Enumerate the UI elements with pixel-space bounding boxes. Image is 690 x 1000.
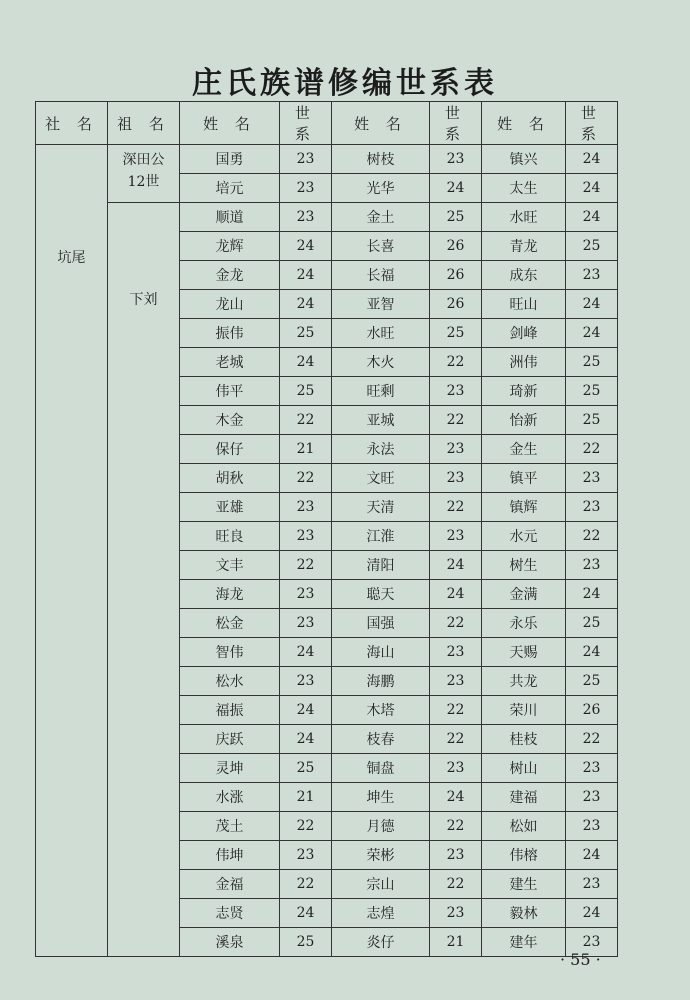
person-name-cell: 文丰 bbox=[180, 551, 280, 580]
person-name-cell: 亚智 bbox=[332, 290, 430, 319]
column-header: 世 系 bbox=[430, 102, 482, 145]
zu-name-cell: 下刘 bbox=[108, 203, 180, 957]
person-name-cell: 志贤 bbox=[180, 899, 280, 928]
generation-cell: 24 bbox=[566, 638, 618, 667]
generation-cell: 22 bbox=[430, 348, 482, 377]
person-name-cell: 培元 bbox=[180, 174, 280, 203]
generation-cell: 23 bbox=[280, 174, 332, 203]
person-name-cell: 灵坤 bbox=[180, 754, 280, 783]
generation-cell: 26 bbox=[430, 232, 482, 261]
zu-generation-line: 12世 bbox=[127, 174, 160, 190]
generation-cell: 21 bbox=[280, 783, 332, 812]
generation-cell: 24 bbox=[280, 638, 332, 667]
person-name-cell: 金土 bbox=[332, 203, 430, 232]
person-name-cell: 水涨 bbox=[180, 783, 280, 812]
generation-cell: 25 bbox=[280, 319, 332, 348]
generation-cell: 23 bbox=[566, 870, 618, 899]
generation-cell: 23 bbox=[280, 493, 332, 522]
person-name-cell: 茂土 bbox=[180, 812, 280, 841]
person-name-cell: 庆跃 bbox=[180, 725, 280, 754]
generation-cell: 24 bbox=[280, 348, 332, 377]
person-name-cell: 荣彬 bbox=[332, 841, 430, 870]
generation-cell: 24 bbox=[280, 290, 332, 319]
generation-cell: 23 bbox=[566, 754, 618, 783]
generation-cell: 24 bbox=[566, 580, 618, 609]
person-name-cell: 溪泉 bbox=[180, 928, 280, 957]
person-name-cell: 太生 bbox=[482, 174, 566, 203]
column-header: 祖 名 bbox=[108, 102, 180, 145]
person-name-cell: 水元 bbox=[482, 522, 566, 551]
column-header: 世 系 bbox=[566, 102, 618, 145]
generation-cell: 24 bbox=[430, 551, 482, 580]
she-name-cell: 坑尾 bbox=[36, 145, 108, 957]
person-name-cell: 金福 bbox=[180, 870, 280, 899]
person-name-cell: 伟榕 bbox=[482, 841, 566, 870]
generation-cell: 23 bbox=[430, 667, 482, 696]
generation-cell: 22 bbox=[280, 406, 332, 435]
generation-cell: 23 bbox=[430, 899, 482, 928]
person-name-cell: 长喜 bbox=[332, 232, 430, 261]
person-name-cell: 永法 bbox=[332, 435, 430, 464]
table-header-row bbox=[36, 102, 618, 145]
generation-cell: 25 bbox=[566, 609, 618, 638]
person-name-cell: 国强 bbox=[332, 609, 430, 638]
person-name-cell: 金生 bbox=[482, 435, 566, 464]
generation-cell: 23 bbox=[430, 435, 482, 464]
person-name-cell: 胡秋 bbox=[180, 464, 280, 493]
generation-cell: 25 bbox=[430, 203, 482, 232]
person-name-cell: 月德 bbox=[332, 812, 430, 841]
column-header: 姓 名 bbox=[482, 102, 566, 145]
person-name-cell: 松如 bbox=[482, 812, 566, 841]
person-name-cell: 国勇 bbox=[180, 145, 280, 174]
person-name-cell: 永乐 bbox=[482, 609, 566, 638]
person-name-cell: 毅林 bbox=[482, 899, 566, 928]
generation-cell: 23 bbox=[430, 638, 482, 667]
generation-cell: 23 bbox=[280, 203, 332, 232]
person-name-cell: 海龙 bbox=[180, 580, 280, 609]
generation-cell: 22 bbox=[430, 609, 482, 638]
person-name-cell: 清阳 bbox=[332, 551, 430, 580]
generation-cell: 23 bbox=[280, 609, 332, 638]
genealogy-table bbox=[35, 101, 618, 957]
person-name-cell: 水旺 bbox=[482, 203, 566, 232]
generation-cell: 23 bbox=[280, 841, 332, 870]
person-name-cell: 洲伟 bbox=[482, 348, 566, 377]
column-header: 姓 名 bbox=[180, 102, 280, 145]
person-name-cell: 树山 bbox=[482, 754, 566, 783]
generation-cell: 24 bbox=[566, 841, 618, 870]
generation-cell: 23 bbox=[566, 493, 618, 522]
person-name-cell: 旺良 bbox=[180, 522, 280, 551]
zu-name-cell bbox=[108, 145, 180, 203]
person-name-cell: 建生 bbox=[482, 870, 566, 899]
generation-cell: 22 bbox=[430, 406, 482, 435]
person-name-cell: 江淮 bbox=[332, 522, 430, 551]
person-name-cell: 建福 bbox=[482, 783, 566, 812]
person-name-cell: 木金 bbox=[180, 406, 280, 435]
generation-cell: 25 bbox=[566, 667, 618, 696]
generation-cell: 24 bbox=[280, 696, 332, 725]
person-name-cell: 顺道 bbox=[180, 203, 280, 232]
zu-name-line: 深田公 bbox=[122, 152, 165, 168]
table-body bbox=[36, 145, 618, 957]
generation-cell: 23 bbox=[430, 145, 482, 174]
person-name-cell: 剑峰 bbox=[482, 319, 566, 348]
person-name-cell: 志煌 bbox=[332, 899, 430, 928]
person-name-cell: 亚城 bbox=[332, 406, 430, 435]
generation-cell: 24 bbox=[280, 261, 332, 290]
person-name-cell: 宗山 bbox=[332, 870, 430, 899]
person-name-cell: 木塔 bbox=[332, 696, 430, 725]
generation-cell: 23 bbox=[430, 522, 482, 551]
person-name-cell: 保仔 bbox=[180, 435, 280, 464]
person-name-cell: 海鹏 bbox=[332, 667, 430, 696]
column-header: 世 系 bbox=[280, 102, 332, 145]
generation-cell: 22 bbox=[280, 870, 332, 899]
generation-cell: 24 bbox=[566, 290, 618, 319]
generation-cell: 23 bbox=[566, 551, 618, 580]
generation-cell: 26 bbox=[566, 696, 618, 725]
generation-cell: 23 bbox=[566, 783, 618, 812]
column-header: 社 名 bbox=[36, 102, 108, 145]
generation-cell: 23 bbox=[280, 522, 332, 551]
person-name-cell: 荣川 bbox=[482, 696, 566, 725]
person-name-cell: 树生 bbox=[482, 551, 566, 580]
generation-cell: 22 bbox=[430, 493, 482, 522]
generation-cell: 25 bbox=[280, 754, 332, 783]
table-row bbox=[36, 203, 618, 232]
generation-cell: 24 bbox=[566, 145, 618, 174]
generation-cell: 24 bbox=[280, 725, 332, 754]
generation-cell: 25 bbox=[566, 377, 618, 406]
person-name-cell: 长福 bbox=[332, 261, 430, 290]
generation-cell: 26 bbox=[430, 290, 482, 319]
generation-cell: 24 bbox=[566, 899, 618, 928]
person-name-cell: 树枝 bbox=[332, 145, 430, 174]
person-name-cell: 海山 bbox=[332, 638, 430, 667]
generation-cell: 23 bbox=[280, 580, 332, 609]
generation-cell: 25 bbox=[566, 406, 618, 435]
person-name-cell: 旺山 bbox=[482, 290, 566, 319]
generation-cell: 22 bbox=[280, 464, 332, 493]
generation-cell: 24 bbox=[280, 899, 332, 928]
generation-cell: 24 bbox=[566, 203, 618, 232]
generation-cell: 23 bbox=[566, 812, 618, 841]
person-name-cell: 旺剩 bbox=[332, 377, 430, 406]
person-name-cell: 桂枝 bbox=[482, 725, 566, 754]
person-name-cell: 振伟 bbox=[180, 319, 280, 348]
generation-cell: 22 bbox=[430, 870, 482, 899]
person-name-cell: 松金 bbox=[180, 609, 280, 638]
person-name-cell: 亚雄 bbox=[180, 493, 280, 522]
generation-cell: 25 bbox=[566, 348, 618, 377]
generation-cell: 25 bbox=[566, 232, 618, 261]
generation-cell: 24 bbox=[566, 319, 618, 348]
generation-cell: 24 bbox=[430, 783, 482, 812]
person-name-cell: 天赐 bbox=[482, 638, 566, 667]
generation-cell: 22 bbox=[566, 522, 618, 551]
person-name-cell: 伟平 bbox=[180, 377, 280, 406]
generation-cell: 24 bbox=[430, 580, 482, 609]
generation-cell: 22 bbox=[280, 551, 332, 580]
generation-cell: 23 bbox=[280, 145, 332, 174]
person-name-cell: 枝春 bbox=[332, 725, 430, 754]
person-name-cell: 琦新 bbox=[482, 377, 566, 406]
generation-cell: 22 bbox=[280, 812, 332, 841]
person-name-cell: 共龙 bbox=[482, 667, 566, 696]
person-name-cell: 水旺 bbox=[332, 319, 430, 348]
person-name-cell: 伟坤 bbox=[180, 841, 280, 870]
generation-cell: 26 bbox=[430, 261, 482, 290]
generation-cell: 22 bbox=[430, 696, 482, 725]
person-name-cell: 坤生 bbox=[332, 783, 430, 812]
generation-cell: 22 bbox=[430, 725, 482, 754]
page-number: · 55 · bbox=[560, 950, 601, 969]
generation-cell: 23 bbox=[430, 841, 482, 870]
generation-cell: 21 bbox=[430, 928, 482, 957]
person-name-cell: 建年 bbox=[482, 928, 566, 957]
person-name-cell: 光华 bbox=[332, 174, 430, 203]
person-name-cell: 怡新 bbox=[482, 406, 566, 435]
person-name-cell: 镇辉 bbox=[482, 493, 566, 522]
person-name-cell: 松水 bbox=[180, 667, 280, 696]
person-name-cell: 成东 bbox=[482, 261, 566, 290]
generation-cell: 23 bbox=[280, 667, 332, 696]
page-title: 庄氏族谱修编世系表 bbox=[192, 66, 498, 101]
generation-cell: 22 bbox=[566, 725, 618, 754]
generation-cell: 24 bbox=[280, 232, 332, 261]
generation-cell: 25 bbox=[430, 319, 482, 348]
person-name-cell: 天清 bbox=[332, 493, 430, 522]
generation-cell: 25 bbox=[280, 377, 332, 406]
person-name-cell: 福振 bbox=[180, 696, 280, 725]
generation-cell: 23 bbox=[430, 754, 482, 783]
person-name-cell: 铜盘 bbox=[332, 754, 430, 783]
person-name-cell: 文旺 bbox=[332, 464, 430, 493]
generation-cell: 24 bbox=[566, 174, 618, 203]
generation-cell: 23 bbox=[430, 377, 482, 406]
person-name-cell: 木火 bbox=[332, 348, 430, 377]
person-name-cell: 金满 bbox=[482, 580, 566, 609]
generation-cell: 24 bbox=[430, 174, 482, 203]
person-name-cell: 聪天 bbox=[332, 580, 430, 609]
table-row bbox=[36, 145, 618, 174]
person-name-cell: 金龙 bbox=[180, 261, 280, 290]
generation-cell: 21 bbox=[280, 435, 332, 464]
person-name-cell: 老城 bbox=[180, 348, 280, 377]
generation-cell: 23 bbox=[566, 464, 618, 493]
generation-cell: 22 bbox=[566, 435, 618, 464]
generation-cell: 23 bbox=[566, 261, 618, 290]
person-name-cell: 镇兴 bbox=[482, 145, 566, 174]
column-header: 姓 名 bbox=[332, 102, 430, 145]
person-name-cell: 镇平 bbox=[482, 464, 566, 493]
person-name-cell: 炎仔 bbox=[332, 928, 430, 957]
person-name-cell: 龙辉 bbox=[180, 232, 280, 261]
generation-cell: 23 bbox=[430, 464, 482, 493]
person-name-cell: 青龙 bbox=[482, 232, 566, 261]
generation-cell: 25 bbox=[280, 928, 332, 957]
generation-cell: 22 bbox=[430, 812, 482, 841]
person-name-cell: 智伟 bbox=[180, 638, 280, 667]
generation-cell: 23 bbox=[566, 928, 618, 957]
person-name-cell: 龙山 bbox=[180, 290, 280, 319]
